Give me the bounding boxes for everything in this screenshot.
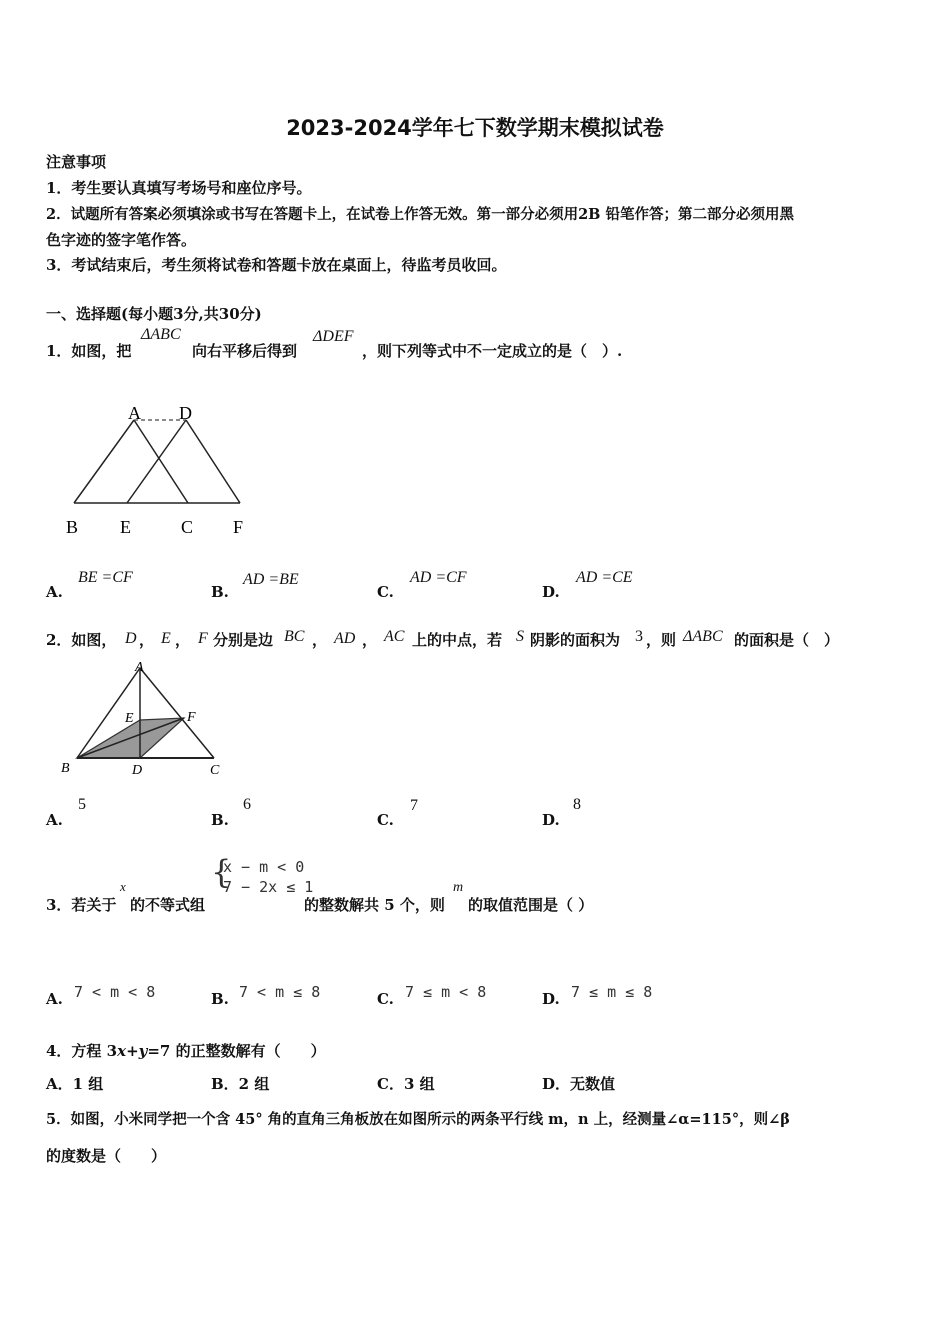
q2-text: ，则 xyxy=(646,631,677,649)
q2-text: ， xyxy=(312,631,328,649)
q3-option-letter[interactable]: B. xyxy=(211,990,229,1008)
brace-icon: { xyxy=(211,853,232,891)
q3-option-letter[interactable]: C. xyxy=(377,990,394,1008)
figure-label: A xyxy=(128,403,141,423)
q1-option-letter[interactable]: B. xyxy=(211,583,229,601)
q2-text: 阴影的面积为 xyxy=(530,631,621,649)
q2-option-value: 5 xyxy=(78,796,86,813)
q3-text: 的不等式组 xyxy=(130,896,206,914)
q3-option-value: 7 < m < 8 xyxy=(74,983,156,1001)
q1-option-letter[interactable]: D. xyxy=(542,583,560,601)
q3-text: 3．若关于 xyxy=(46,896,117,914)
q1-text: 向右平移后得到 xyxy=(192,342,298,360)
q3-option-value: 7 ≤ m ≤ 8 xyxy=(571,983,653,1001)
q4-option[interactable]: B．2 组 xyxy=(211,1075,270,1093)
q2-figure xyxy=(56,658,231,783)
q2-math: BC xyxy=(284,628,305,645)
q3-option-letter[interactable]: A. xyxy=(46,990,63,1008)
figure-label: F xyxy=(233,517,244,537)
q1-math-def: ΔDEF xyxy=(313,328,354,345)
q2-math: AD xyxy=(334,630,356,647)
q2-option-value: 6 xyxy=(243,796,251,813)
figure-label: D xyxy=(179,403,192,423)
q2-option-letter[interactable]: D. xyxy=(542,811,560,829)
q1-text: ，则下列等式中不一定成立的是（ ）. xyxy=(362,342,623,360)
q2-text: 上的中点，若 xyxy=(412,631,503,649)
q1-option-letter[interactable]: C. xyxy=(377,583,394,601)
q2-text: 的面积是（ ） xyxy=(734,631,840,649)
q3-math: m xyxy=(453,880,464,895)
q4-option[interactable]: D．无数值 xyxy=(542,1075,616,1093)
q1-text: 1．如图，把 xyxy=(46,342,132,360)
q2-math: E xyxy=(161,630,171,647)
q3-system-line: 7 − 2x ≤ 1 xyxy=(223,878,314,896)
q3-option-value: 7 < m ≤ 8 xyxy=(239,983,321,1001)
q1-option-letter[interactable]: A. xyxy=(46,583,63,601)
figure-label: F xyxy=(187,710,196,725)
q1-option-value: AD =CE xyxy=(576,569,633,586)
figure-label: A xyxy=(135,660,144,675)
q1-option-value: AD =BE xyxy=(243,571,299,588)
q2-text: 2．如图， xyxy=(46,631,117,649)
q3-option-letter[interactable]: D. xyxy=(542,990,560,1008)
figure-label: C xyxy=(181,517,194,537)
q2-math: AC xyxy=(384,628,405,645)
notice-item: 3．考试结束后，考生须将试卷和答题卡放在桌面上，待监考员收回。 xyxy=(46,256,507,274)
q1-figure xyxy=(60,398,260,543)
q4-text: 4．方程 3x+y=7 的正整数解有（ ） xyxy=(46,1042,326,1060)
notice-heading: 注意事项 xyxy=(46,153,107,171)
notice-item: 1．考生要认真填写考场号和座位序号。 xyxy=(46,179,312,197)
figure-label: B xyxy=(66,517,79,537)
q2-math: D xyxy=(125,630,137,647)
q2-text: 分别是边 xyxy=(213,631,274,649)
figure-label: E xyxy=(125,711,134,726)
q2-math: 3 xyxy=(635,628,643,645)
q3-system-line: x − m < 0 xyxy=(223,858,305,876)
figure-label: E xyxy=(120,517,131,537)
q1-option-value: BE =CF xyxy=(78,569,133,586)
q3-option-value: 7 ≤ m < 8 xyxy=(405,983,487,1001)
q2-option-letter[interactable]: B. xyxy=(211,811,229,829)
page-title: 2023-2024学年七下数学期末模拟试卷 xyxy=(286,116,664,140)
q1-option-value: AD =CF xyxy=(410,569,467,586)
section-heading: 一、选择题(每小题3分,共30分) xyxy=(46,305,262,323)
q2-text: ， xyxy=(139,631,155,649)
figure-label: D xyxy=(132,763,143,778)
q2-math: S xyxy=(516,628,524,645)
q3-math: x xyxy=(120,879,126,894)
notice-item: 2．试题所有答案必须填涂或书写在答题卡上，在试卷上作答无效。第一部分必须用2B 铅笔作答；第二部分必须用黑 xyxy=(46,206,794,223)
q4-option[interactable]: A．1 组 xyxy=(46,1075,104,1093)
q2-math: ΔABC xyxy=(683,628,723,645)
figure-label: B xyxy=(61,761,70,776)
notice-item: 色字迹的签字笔作答。 xyxy=(46,231,197,249)
q2-option-letter[interactable]: A. xyxy=(46,811,63,829)
q3-text: 的取值范围是（ ） xyxy=(468,896,594,914)
q1-math-abc: ΔABC xyxy=(141,326,181,343)
q4-option[interactable]: C．3 组 xyxy=(377,1075,435,1093)
q5-text: 5．如图，小米同学把一个含 45° 角的直角三角板放在如图所示的两条平行线 m，n 上，经测量∠α=115°，则∠β xyxy=(46,1111,790,1128)
q2-option-value: 8 xyxy=(573,796,581,813)
q2-text: ， xyxy=(175,631,191,649)
q2-math: F xyxy=(198,630,208,647)
q2-text: ， xyxy=(362,631,378,649)
q5-text: 的度数是（ ） xyxy=(46,1147,167,1165)
figure-label: C xyxy=(210,763,220,778)
q3-text: 的整数解共 5 个，则 xyxy=(304,896,445,914)
q2-option-value: 7 xyxy=(410,797,418,814)
q2-option-letter[interactable]: C. xyxy=(377,811,394,829)
